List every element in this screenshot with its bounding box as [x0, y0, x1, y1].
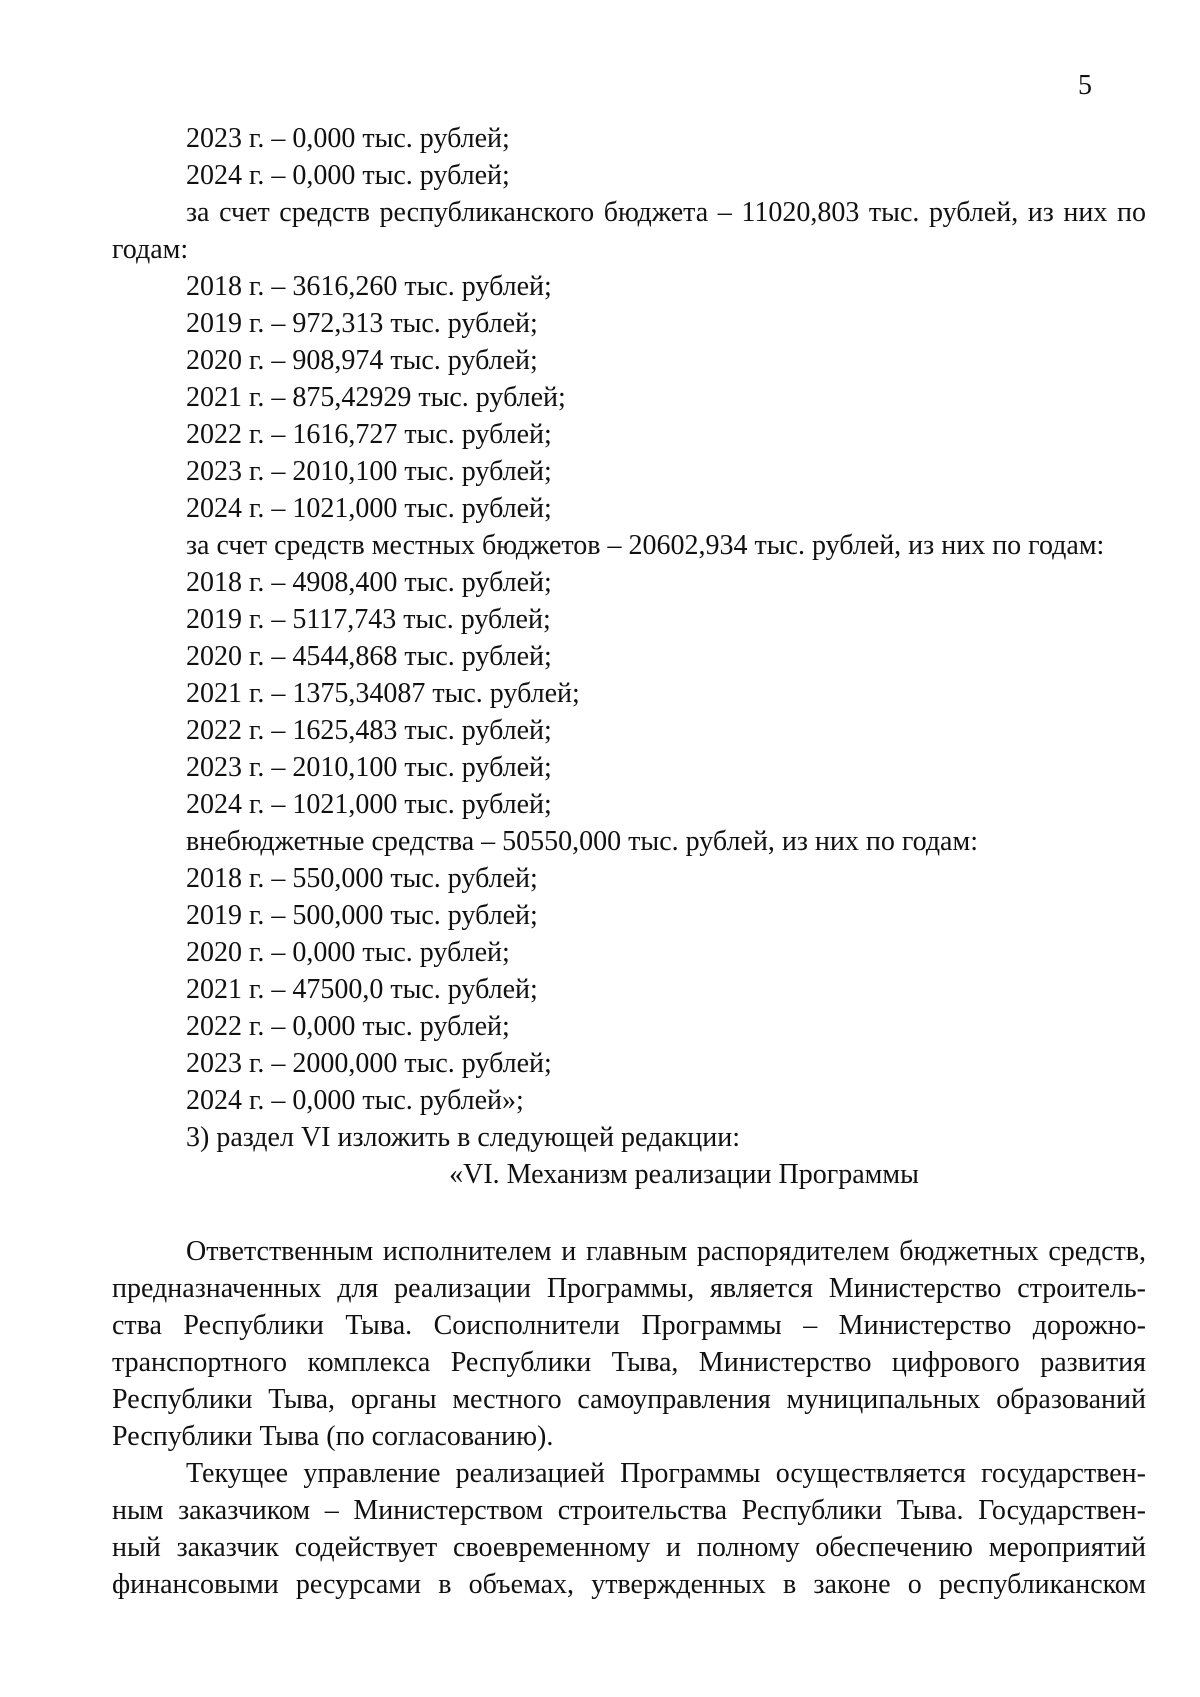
text-line: 2018 г. – 3616,260 тыс. рублей; [186, 271, 552, 302]
section-heading: «VI. Механизм реализации Программы [449, 1159, 919, 1190]
paragraph-line: Республики Тыва, органы местного самоуправления муниципальных образований [112, 1384, 1146, 1415]
paragraph-line: ства Республики Тыва. Соисполнители Программы – Министерство дорожно- [112, 1310, 1146, 1341]
document-body [112, 120, 1146, 1603]
text-line: 2020 г. – 4544,868 тыс. рублей; [186, 641, 552, 672]
page-number: 5 [1078, 70, 1092, 101]
text-line: 2018 г. – 550,000 тыс. рублей; [186, 863, 538, 894]
text-line: 2024 г. – 0,000 тыс. рублей; [186, 160, 510, 191]
text-line: 2024 г. – 1021,000 тыс. рублей; [186, 493, 552, 524]
text-line: 2019 г. – 500,000 тыс. рублей; [186, 900, 538, 931]
blank-line [112, 1196, 1146, 1233]
text-line: 2023 г. – 2000,000 тыс. рублей; [186, 1048, 552, 1079]
paragraph-line: ный заказчик содействует своевременному и полному обеспечению мероприятий [112, 1532, 1146, 1563]
text-line: 2019 г. – 972,313 тыс. рублей; [186, 308, 538, 339]
text-line: 3) раздел VI изложить в следующей редакции: [186, 1122, 741, 1153]
text-line: 2023 г. – 2010,100 тыс. рублей; [186, 456, 552, 487]
paragraph-line: транспортного комплекса Республики Тыва, Министерство цифрового развития [112, 1347, 1146, 1378]
paragraph-first-line: Текущее управление реализацией Программы осуществляется государствен- [186, 1458, 1146, 1489]
text-line: Республики Тыва (по согласованию). [112, 1421, 554, 1452]
text-line: 2022 г. – 1616,727 тыс. рублей; [186, 419, 552, 450]
text-line: внебюджетные средства – 50550,000 тыс. рублей, из них по годам: [186, 826, 978, 857]
text-line: 2021 г. – 875,42929 тыс. рублей; [186, 382, 566, 413]
paragraph-first-line: за счет средств республиканского бюджета – 11020,803 тыс. рублей, из них по [186, 197, 1146, 228]
text-line: 2024 г. – 1021,000 тыс. рублей; [186, 789, 552, 820]
text-line: за счет средств местных бюджетов – 20602,934 тыс. рублей, из них по годам: [186, 530, 1105, 561]
text-line: 2021 г. – 47500,0 тыс. рублей; [186, 974, 538, 1005]
text-line: 2020 г. – 908,974 тыс. рублей; [186, 345, 538, 376]
paragraph-line: финансовыми ресурсами в объемах, утвержденных в законе о республиканском [112, 1569, 1146, 1600]
text-line: годам: [112, 234, 189, 265]
text-line: 2022 г. – 1625,483 тыс. рублей; [186, 715, 552, 746]
paragraph-first-line: Ответственным исполнителем и главным распорядителем бюджетных средств, [186, 1236, 1146, 1267]
text-line: 2022 г. – 0,000 тыс. рублей; [186, 1011, 510, 1042]
paragraph-line: предназначенных для реализации Программы, является Министерство строитель- [112, 1273, 1146, 1304]
paragraph-line: ным заказчиком – Министерством строительства Республики Тыва. Государствен- [112, 1495, 1146, 1526]
text-line: 2019 г. – 5117,743 тыс. рублей; [186, 604, 551, 635]
text-line: 2020 г. – 0,000 тыс. рублей; [186, 937, 510, 968]
text-line: 2018 г. – 4908,400 тыс. рублей; [186, 567, 552, 598]
text-line: 2021 г. – 1375,34087 тыс. рублей; [186, 678, 580, 709]
text-line: 2024 г. – 0,000 тыс. рублей»; [186, 1085, 524, 1116]
text-line: 2023 г. – 2010,100 тыс. рублей; [186, 752, 552, 783]
text-line: 2023 г. – 0,000 тыс. рублей; [186, 123, 510, 154]
